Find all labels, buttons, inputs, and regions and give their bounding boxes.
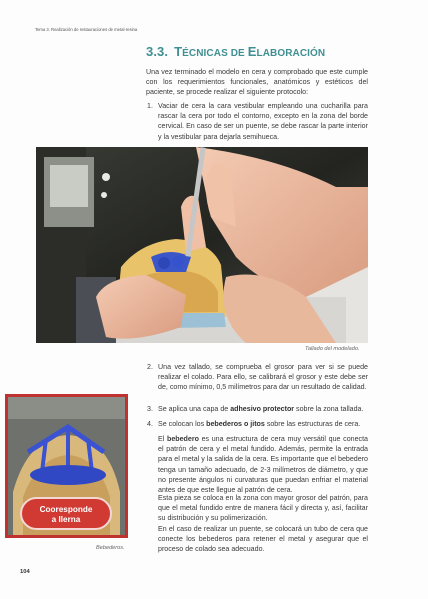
step-text-bold: adhesivo protector xyxy=(230,405,295,413)
step-text-post: sobre las estructuras de cera. xyxy=(264,420,361,428)
step-4 xyxy=(147,419,368,429)
title-part-1: ÉCNICAS DE xyxy=(182,48,248,59)
para-text-post: es una estructura de cera muy versátil que conecta el patrón de cera y el metal fundido. Además, permite la entrada para el metal y la salida de la cera. Es importante que el bebedero tenga un tamaño adecuado, de 2-3 milímetros de diámetro, y que no presente ángulos ni curvaturas que puedan enfriar el material antes de que este llegue al patrón de cera. xyxy=(158,435,368,495)
bebedero-paragraph xyxy=(158,434,368,495)
photo2-caption: Bebederos. xyxy=(96,545,125,551)
section-title xyxy=(146,44,325,59)
step-2 xyxy=(147,362,368,393)
title-part-2: LABORACIÓN xyxy=(256,48,326,59)
step-1 xyxy=(147,101,368,142)
para-text-pre: El xyxy=(158,435,167,443)
carving-photo-illustration xyxy=(36,147,368,343)
carving-photo xyxy=(36,147,368,343)
badge-line-1: Cooresponde xyxy=(39,505,93,514)
ilerna-badge xyxy=(20,497,112,530)
intro-paragraph: Una vez terminado el modelo en cera y comprobado que este cumple con los requerimientos funcionales, anatómicos y estéticos del paciente, se procede realizar el siguiente protocolo: xyxy=(146,68,368,97)
photo1-caption: Tallado del modelado. xyxy=(305,346,360,352)
step-text: Una vez tallado, se comprueba el grosor para ver si se puede realizar el colado. Para ello, se calibrará el grosor y este debe ser de, como mínimo, 0,5 milímetros para dar un resultado de calidad. xyxy=(158,363,368,392)
step-number: 3. xyxy=(147,405,153,413)
step-text: Vaciar de cera la cara vestibular empleando una cucharilla para rascar la cera por todo el contorno, excepto en la zona del borde cervical. En caso de ser un puente, se debe rascar la parte interior y la vestibular para dejarla semihueca. xyxy=(158,102,368,141)
title-letter-2: E xyxy=(247,44,257,59)
running-head: Tema 3. Realización de restauraciones de metal-resina xyxy=(35,27,138,32)
step-number: 2. xyxy=(147,363,153,371)
bridge-paragraph: En el caso de realizar un puente, se colocará un tubo de cera que conecte los bebederos para retener el metal y asegurar que el proceso de colado sea adecuado. xyxy=(158,525,368,554)
page-number: 104 xyxy=(20,569,30,575)
badge-line-2: a Ilerna xyxy=(51,515,81,524)
placement-paragraph: Esta pieza se coloca en la zona con mayor grosor del patrón, para que el metal fundido entre de manera fácil y directa y, así, facilitar su distribución y su polimerización. xyxy=(158,494,368,523)
para-text-bold: bebedero xyxy=(166,435,199,443)
step-text-post: sobre la zona tallada. xyxy=(294,405,364,413)
step-3 xyxy=(147,404,368,414)
step-text-pre: Se colocan los xyxy=(158,420,207,428)
step-text-pre: Se aplica una capa de xyxy=(158,405,231,413)
step-number: 1. xyxy=(147,102,153,110)
step-text-bold: bebederos o jitos xyxy=(206,420,265,428)
title-letter-1: T xyxy=(174,44,183,59)
step-number: 4. xyxy=(147,420,153,428)
section-number: 3.3. xyxy=(146,44,169,59)
